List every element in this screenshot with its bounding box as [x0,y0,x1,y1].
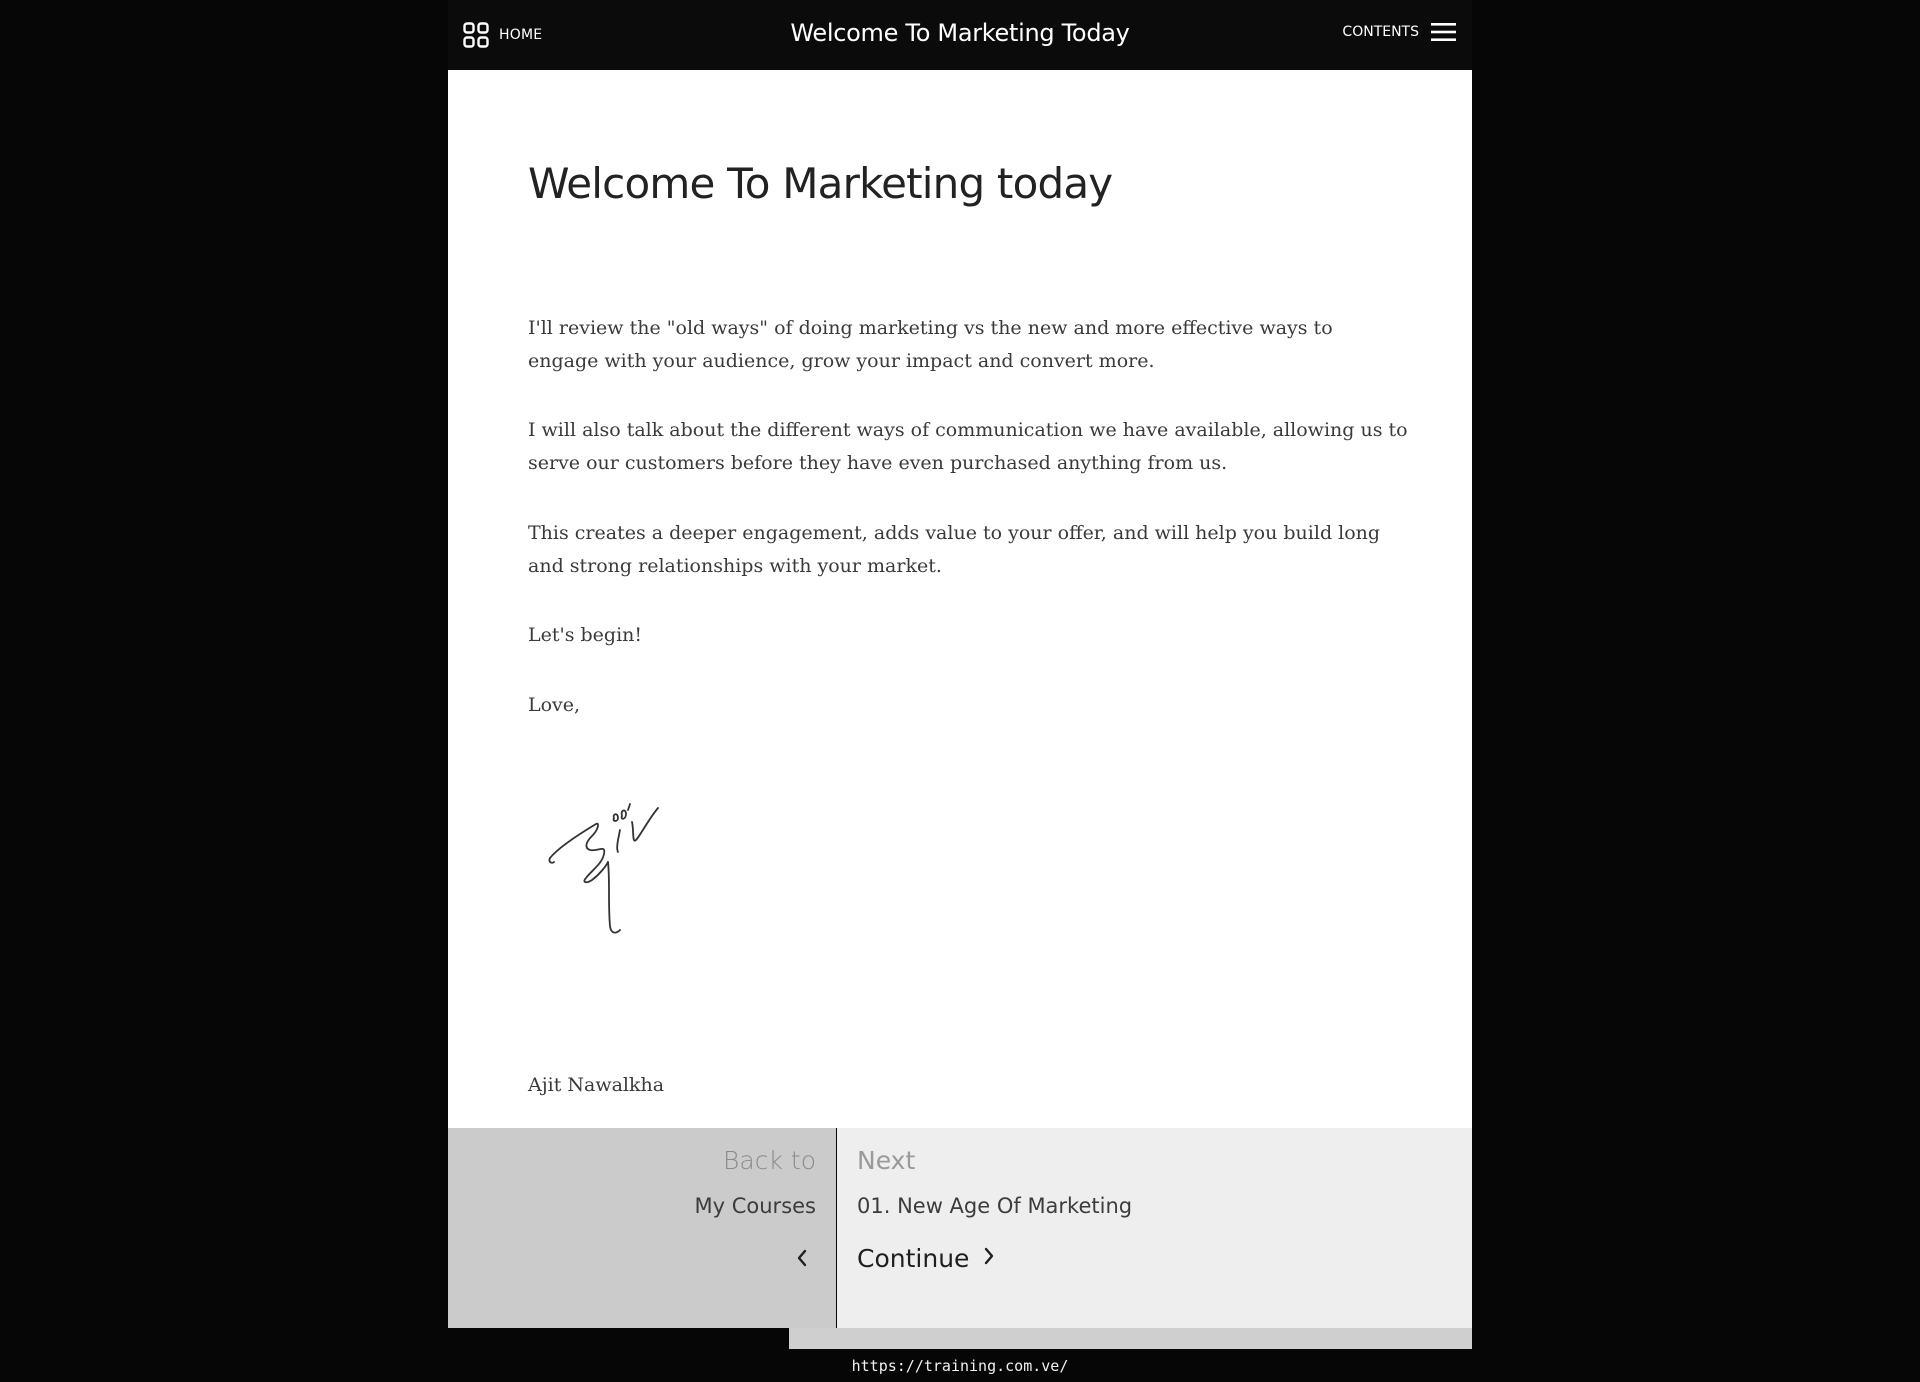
page-title: Welcome To Marketing Today [790,19,1130,47]
back-target: My Courses [694,1194,816,1218]
lesson-paragraph: Let's begin! [528,624,643,646]
contents-button[interactable] [1342,22,1456,42]
author-name: Ajit Nawalkha [528,1074,665,1096]
lesson-paragraph: I will also talk about the different ways of communication we have available, allowing us to serve our customers before they have even purchased anything from us. [528,419,1408,474]
signature-image [548,800,688,955]
next-lesson-panel[interactable] [837,1128,1472,1328]
hamburger-menu-icon [1431,22,1456,42]
chevron-left-icon [796,1249,808,1272]
course-player [448,0,1472,1349]
continue-button[interactable] [857,1244,995,1273]
next-target: 01. New Age Of Marketing [857,1194,1133,1218]
lesson-body [528,158,1408,1096]
back-caption: Back to [723,1146,816,1175]
chevron-right-icon [983,1247,995,1270]
lesson-paragraph: I'll review the "old ways" of doing marketing vs the new and more effective ways to engage with your audience, grow your impact and convert more. [528,317,1333,372]
home-label: HOME [499,27,543,43]
top-bar [448,0,1472,70]
lesson-heading: Welcome To Marketing today [528,159,1113,208]
next-caption: Next [857,1146,916,1175]
back-to-courses-button[interactable] [448,1128,836,1328]
lesson-paragraph: Love, [528,694,581,716]
status-url: https://training.com.ve/ [0,1351,1920,1382]
lesson-paragraph: This creates a deeper engagement, adds value to your offer, and will help you build long and strong relationships with your market. [528,522,1381,577]
footer-strip [789,1328,1472,1349]
lesson-content [448,70,1472,1128]
continue-label: Continue [857,1244,970,1273]
contents-label: CONTENTS [1342,24,1419,40]
